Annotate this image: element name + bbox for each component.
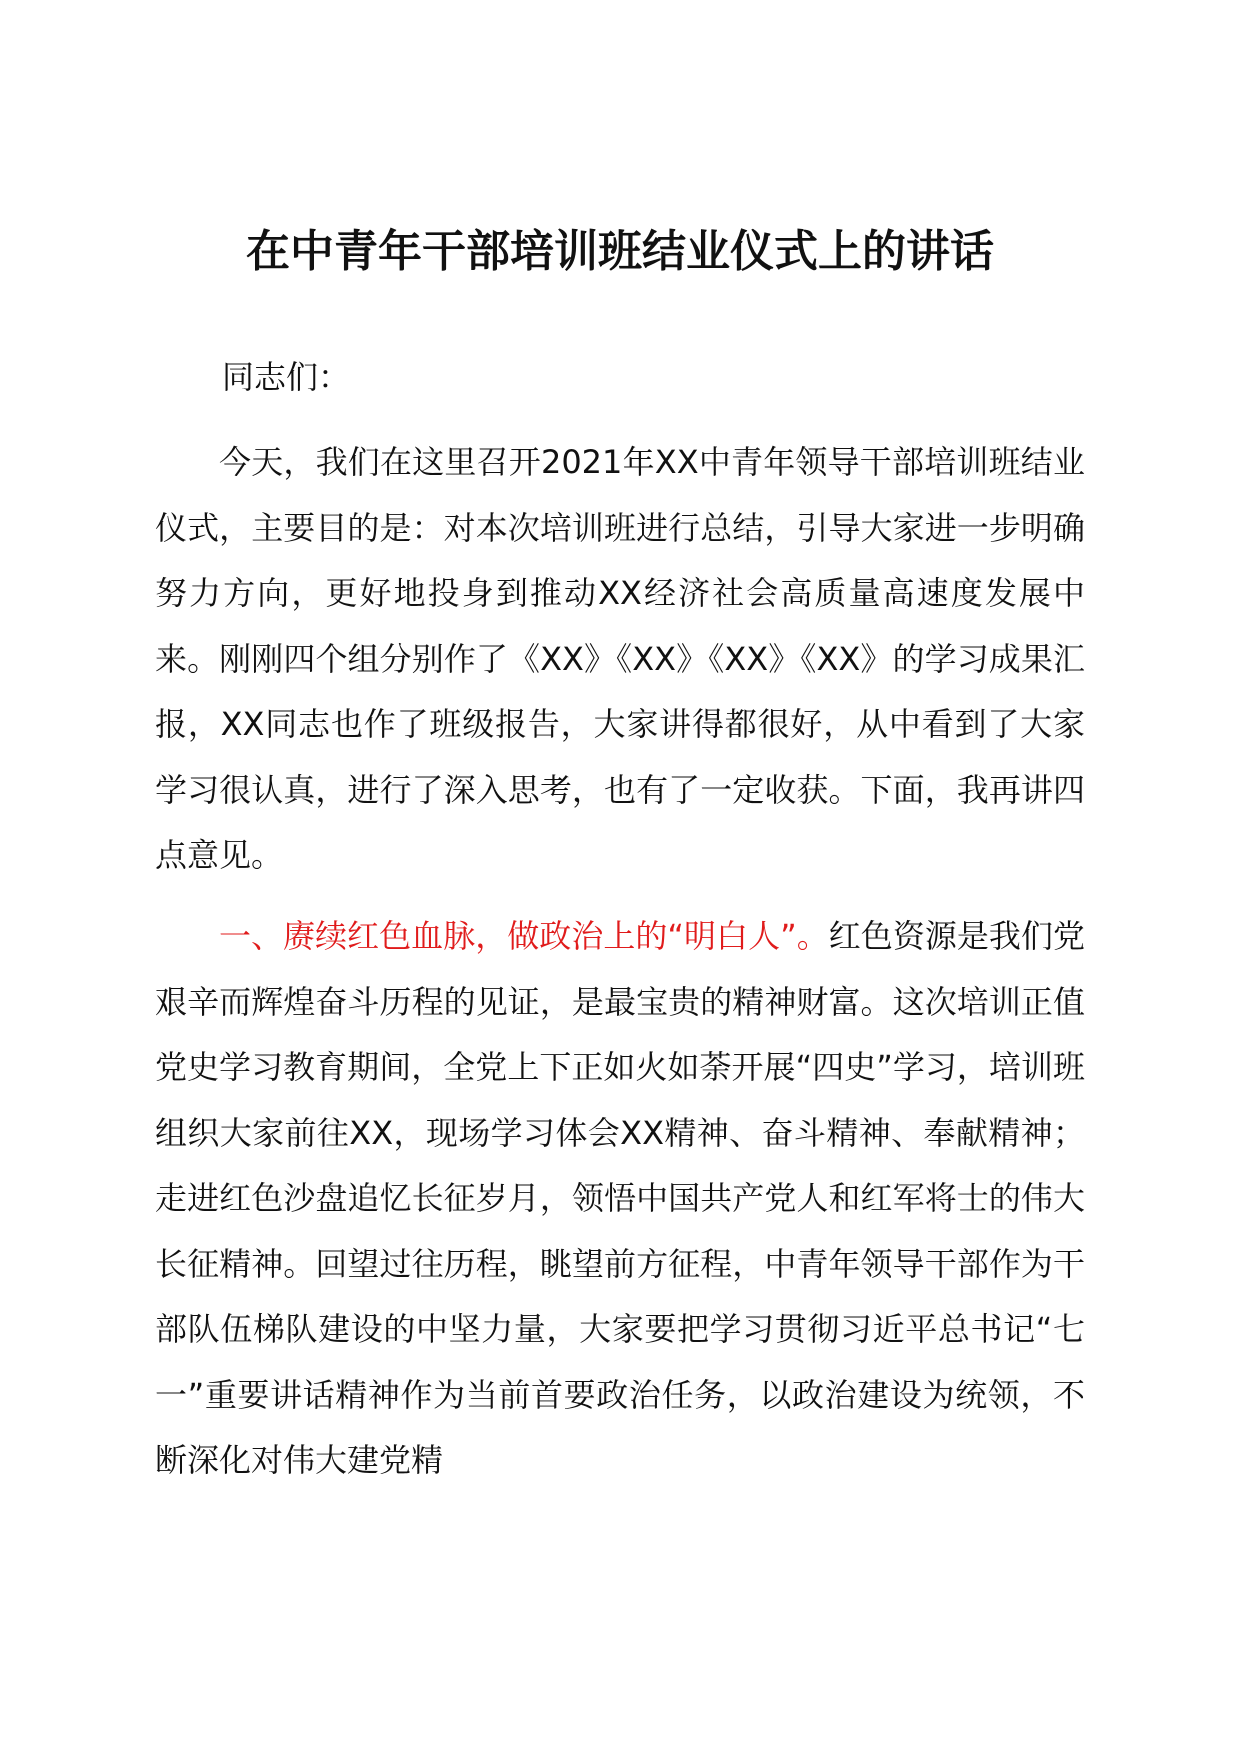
document-title: 在中青年干部培训班结业仪式上的讲话	[246, 226, 994, 277]
point-one-body: 红色资源是我们党艰辛而辉煌奋斗历程的见证，是最宝贵的精神财富。这次培训正值党史学习教育期间，全党上下正如火如荼开展“四史”学习，培训班组织大家前往XX，现场学习体会XX精神、奋斗精神、奉献精神；走进红色沙盘追忆长征岁月，领悟中国共产党人和红军将士的伟大长征精神。回望过往历程，眺望前方征程，中青年领导干部作为干部队伍梯队建设的中坚力量，大家要把学习贯彻习近平总书记“七一”重要讲话精神作为当前首要政治任务，以政治建设为统领，不断深化对伟大建党精	[155, 917, 1085, 1479]
paragraph-intro: 今天，我们在这里召开2021年XX中青年领导干部培训班结业仪式，主要目的是：对本次培训班进行总结，引导大家进一步明确努力方向，更好地投身到推动XX经济社会高质量高速度发展中来。刚刚四个组分别作了《XX》《XX》《XX》《XX》的学习成果汇报，XX同志也作了班级报告，大家讲得都很好，从中看到了大家学习很认真，进行了深入思考，也有了一定收获。下面，我再讲四点意见。	[155, 443, 1085, 874]
paragraph-point-one	[155, 904, 1085, 1494]
salutation: 同志们：	[222, 358, 351, 396]
point-one-heading: 一、赓续红色血脉，做政治上的“明白人”。	[219, 917, 829, 955]
